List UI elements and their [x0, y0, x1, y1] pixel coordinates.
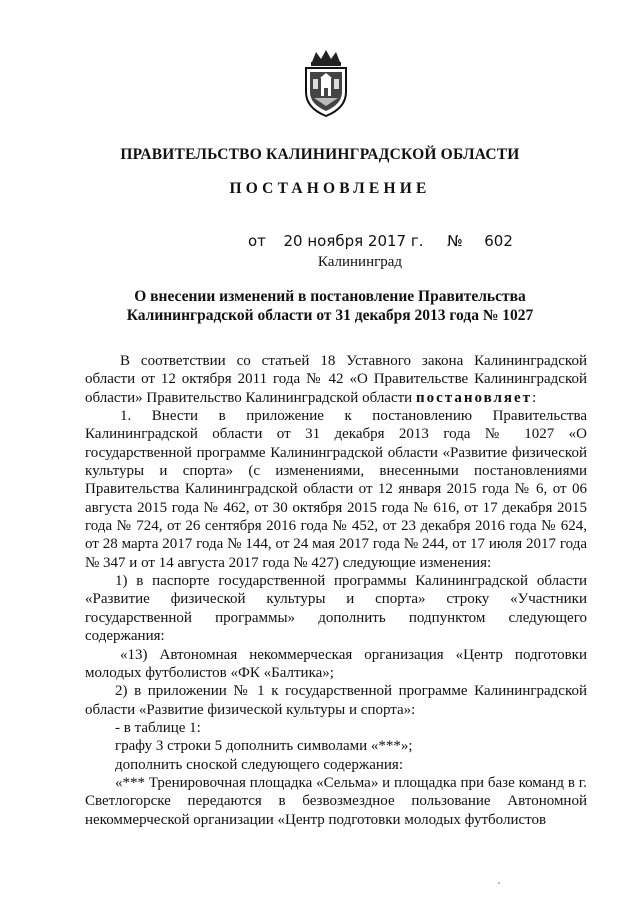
date-number-line	[248, 232, 513, 250]
subject-line-2: Калининградской области от 31 декабря 2013 года № 1027	[126, 307, 534, 324]
paragraph-table-ref: - в таблице 1:	[115, 719, 201, 736]
paragraph-footnote-add: дополнить сноской следующего содержания:	[115, 756, 404, 773]
paragraph-column-ref: графу 3 строки 5 дополнить символами «***»;	[115, 738, 413, 755]
document-number: 602	[484, 232, 513, 250]
document-type-title: ПОСТАНОВЛЕНИЕ	[229, 180, 431, 197]
preamble-text: В соответствии со статьей 18 Уставного закона Калининградской области от 12 октября 2011 года № 42 «О Правительстве Калининградской области» Правительство Калининградской области	[85, 353, 587, 406]
organization-title: ПРАВИТЕЛЬСТВО КАЛИНИНГРАДСКОЙ ОБЛАСТИ	[120, 146, 520, 163]
paragraph-item-1: 1. Внести в приложение к постановлению Правительства Калининградской области от 31 декабря 2013 года № 1027 «О государственной программе Калининградской области «Развитие физической культуры и спорта» (с изменениями, внесенными постановлениями Правительства Калининградской области от 12 января 2015 года № 6, от 06 августа 2015 года № 462, от 30 октября 2015 года № 616, от 17 декабря 2015 года № 724, от 26 сентября 2016 года № 452, от 23 декабря 2016 года № 624, от 28 марта 2017 года № 144, от 24 мая 2017 года № 244, от 17 июля 2017 года № 347 и от 14 августа 2017 года № 427) следующие изменения:	[85, 408, 587, 571]
paragraph-footnote-text: «*** Тренировочная площадка «Сельма» и площадка при базе команд в г. Светлогорске передаются в безвозмездное пользование Автономной некоммерческой организации «Центр подготовки молодых футболистов	[85, 774, 587, 828]
coat-of-arms-emblem	[300, 48, 352, 118]
paragraph-subitem-2: 2) в приложении № 1 к государственной программе Калининградской области «Развитие физической культуры и спорта»:	[85, 683, 587, 718]
document-subject	[0, 287, 640, 325]
city-name: Калининград	[317, 254, 403, 270]
decree-word: постановляет	[415, 389, 533, 406]
paragraph-preamble	[85, 352, 587, 407]
paragraph-participant: «13) Автономная некоммерческая организация «Центр подготовки молодых футболистов «ФК «Балтика»;	[85, 646, 587, 681]
subject-line-1: О внесении изменений в постановление Правительства	[134, 288, 526, 305]
scan-speck	[498, 882, 500, 884]
paragraph-subitem-1: 1) в паспорте государственной программы Калининградской области «Развитие физической культуры и спорта» строку «Участники государственной программы» дополнить подпунктом следующего содержания:	[85, 573, 587, 645]
number-sign: №	[447, 232, 463, 250]
date-prefix: от	[248, 232, 266, 250]
document-body	[85, 352, 587, 829]
date-value: 20 ноября 2017 г.	[283, 232, 424, 250]
preamble-end: :	[532, 389, 537, 406]
